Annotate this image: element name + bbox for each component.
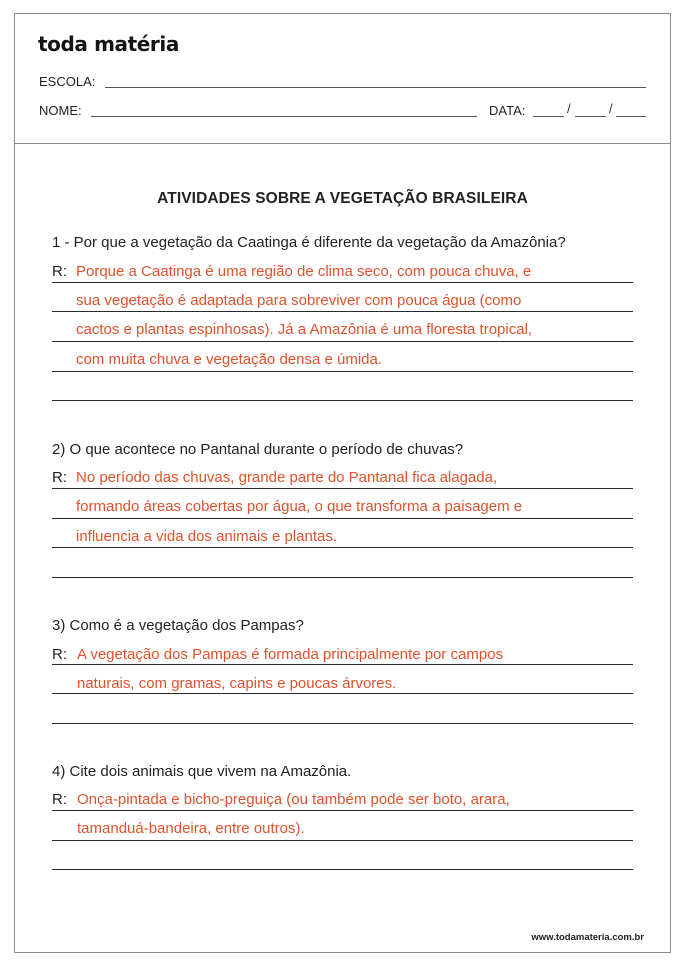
answer-line: formando áreas cobertas por água, o que transforma a paisagem e [76, 498, 523, 515]
answer-line: No período das chuvas, grande parte do Pantanal fica alagada, [76, 469, 498, 486]
date-label: DATA: [489, 103, 526, 118]
answer-rule [52, 693, 633, 694]
answer-rule [52, 664, 633, 665]
answer-prefix: R: [52, 263, 67, 280]
answer-line: sua vegetação é adaptada para sobreviver com pouca água (como [76, 292, 522, 309]
date-month-field[interactable] [575, 116, 606, 117]
answer-line: influencia a vida dos animais e plantas. [76, 528, 337, 545]
question-3: 3) Como é a vegetação dos Pampas? [52, 617, 304, 634]
date-separator: / [567, 101, 571, 116]
answer-rule [52, 577, 633, 578]
school-field[interactable] [105, 87, 646, 88]
answer-line: Onça-pintada e bicho-preguiça (ou também pode ser boto, arara, [77, 791, 510, 808]
answer-rule [52, 311, 633, 312]
page-title: ATIVIDADES SOBRE A VEGETAÇÃO BRASILEIRA [157, 190, 528, 207]
answer-rule [52, 400, 633, 401]
answer-prefix: R: [52, 646, 67, 663]
question-1: 1 - Por que a vegetação da Caatinga é diferente da vegetação da Amazônia? [52, 234, 566, 251]
header-divider [14, 143, 671, 144]
answer-rule [52, 547, 633, 548]
school-label: ESCOLA: [39, 74, 96, 89]
answer-rule [52, 371, 633, 372]
answer-prefix: R: [52, 791, 67, 808]
question-2: 2) O que acontece no Pantanal durante o período de chuvas? [52, 441, 464, 458]
answer-line: tamanduá-bandeira, entre outros). [77, 820, 305, 837]
answer-rule [52, 488, 633, 489]
answer-prefix: R: [52, 469, 67, 486]
answer-rule [52, 282, 633, 283]
answer-rule [52, 723, 633, 724]
answer-line: cactos e plantas espinhosas). Já a Amazônia é uma floresta tropical, [76, 321, 533, 338]
answer-rule [52, 869, 633, 870]
answer-rule [52, 810, 633, 811]
name-field[interactable] [91, 116, 477, 117]
question-4: 4) Cite dois animais que vivem na Amazônia. [52, 763, 352, 780]
footer-url: www.todamateria.com.br [531, 932, 644, 943]
logo: toda matéria [38, 32, 179, 56]
date-day-field[interactable] [533, 116, 564, 117]
answer-rule [52, 518, 633, 519]
answer-line: com muita chuva e vegetação densa e úmida. [76, 351, 383, 368]
answer-rule [52, 341, 633, 342]
answer-line: A vegetação dos Pampas é formada principalmente por campos [77, 646, 504, 663]
date-separator: / [609, 101, 613, 116]
answer-rule [52, 840, 633, 841]
date-year-field[interactable] [616, 116, 646, 117]
answer-line: Porque a Caatinga é uma região de clima seco, com pouca chuva, e [76, 263, 532, 280]
name-label: NOME: [39, 103, 82, 118]
answer-line: naturais, com gramas, capins e poucas árvores. [77, 675, 397, 692]
